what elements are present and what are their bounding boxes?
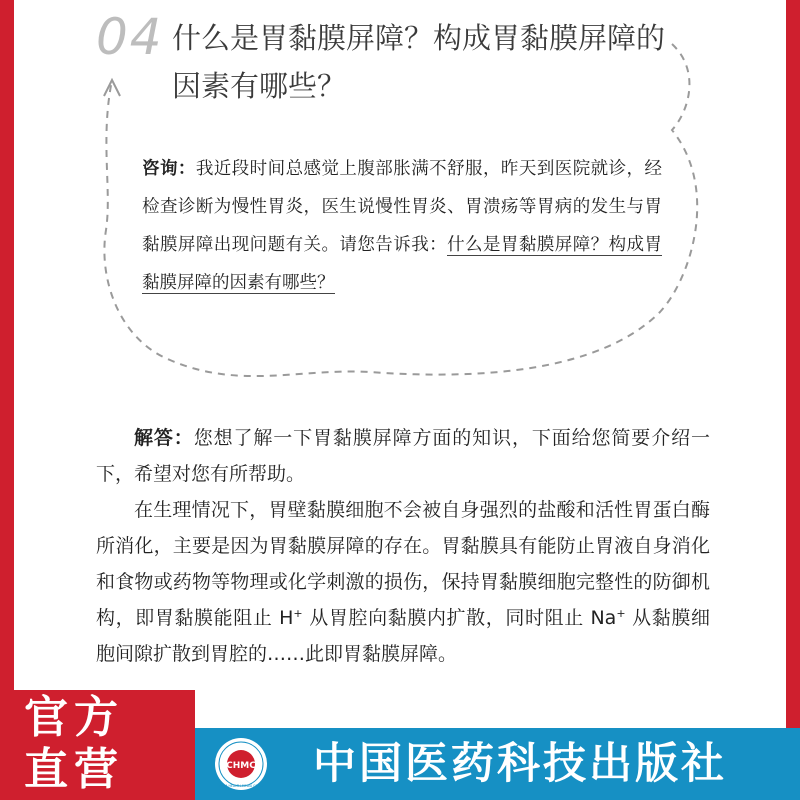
- question-number: 04: [96, 8, 164, 66]
- answer-label: 解答：: [134, 427, 194, 449]
- answer-paragraph-2: 在生理情况下，胃壁黏膜细胞不会被自身强烈的盐酸和活性胃蛋白酶所消化，主要是因为胃黏膜屏障的存在。胃黏膜具有能防止胃液自身消化和食物或药物等物理或化学刺激的损伤，保持胃黏膜细胞完整性的防御机构，即胃黏膜能阻止 H+ 从胃腔向黏膜内扩散，同时阻止 Na+ 从黏膜细胞间隙扩散到胃腔的……此即胃黏膜屏障。: [96, 499, 711, 665]
- badge-line-2: 直营: [24, 744, 124, 795]
- badge-line-1: 官方: [24, 692, 124, 743]
- official-store-badge: [0, 690, 195, 800]
- red-frame-right: [786, 0, 800, 800]
- publisher-banner: [195, 728, 800, 800]
- page-paper: [14, 0, 786, 800]
- answer-block: [96, 420, 710, 672]
- publisher-logo-text: CHMC: [226, 761, 256, 771]
- question-title: 什么是胃黏膜屏障？构成胃黏膜屏障的因素有哪些？: [172, 21, 666, 103]
- sodium-ion-sup: +: [616, 607, 626, 620]
- consult-label: 咨询：: [142, 159, 196, 179]
- publisher-logo-icon: [213, 736, 269, 792]
- hydrogen-ion-sup: +: [293, 607, 303, 620]
- publisher-logo-ring-text: CHINA HEALTH MEDIA GROUP: [217, 784, 265, 788]
- answer-intro: 您想了解一下胃黏膜屏障方面的知识，下面给您简要介绍一下，希望对您有所帮助。: [96, 427, 710, 485]
- consult-block: [142, 150, 662, 302]
- answer-paragraph-1: [96, 420, 710, 492]
- publisher-name: 中国医药科技出版社: [313, 739, 727, 789]
- consult-question: 什么是胃黏膜屏障？构成胃黏膜屏障的因素有哪些？: [142, 235, 663, 293]
- consult-text: 我近段时间总感觉上腹部胀满不舒服，昨天到医院就诊，经检查诊断为慢性胃炎，医生说慢性胃炎、胃溃疡等胃病的发生与胃黏膜屏障出现问题有关。请您告诉我：: [142, 159, 663, 255]
- red-frame-left: [0, 0, 14, 800]
